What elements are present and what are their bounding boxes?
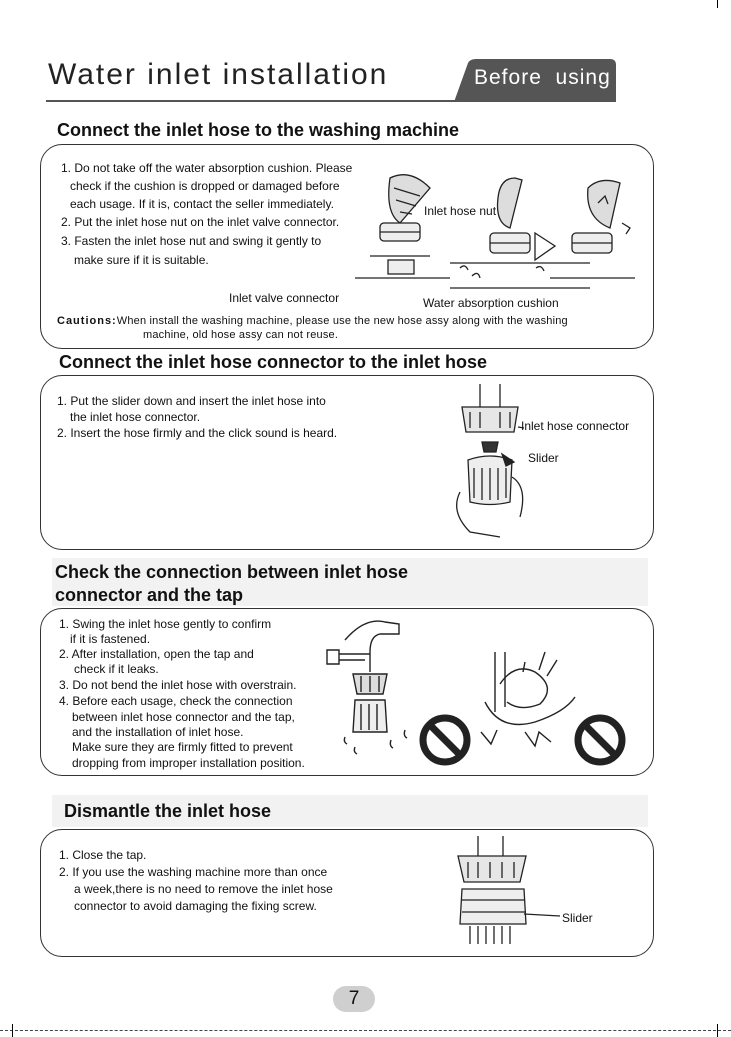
section4-heading: Dismantle the inlet hose [64, 801, 272, 821]
section1-step: check if the cushion is dropped or damaged before [70, 179, 340, 193]
section1-heading: Connect the inlet hose to the washing machine [57, 120, 460, 140]
caution-line1 [57, 315, 568, 327]
section1-step: 3. Fasten the inlet hose nut and swing it gently to [61, 234, 322, 248]
section3-heading-line1: Check the connection between inlet hose [55, 562, 409, 582]
section1-step: each usage. If it is, contact the seller immediately. [70, 197, 334, 211]
section-tab-label: Before using [474, 66, 611, 89]
caution-line2: machine, old hose assy can not reuse. [143, 329, 339, 341]
label-inlet-valve-connector: Inlet valve connector [229, 291, 340, 305]
inlet-hose-installation-illustration [350, 168, 640, 298]
section3-step: 3. Do not bend the inlet hose with overstrain. [59, 678, 297, 692]
label-slider-dismantle: Slider [562, 911, 593, 925]
section1-step: 2. Put the inlet hose nut on the inlet valve connector. [61, 215, 340, 229]
section1-step: make sure if it is suitable. [74, 253, 209, 267]
section2-step: 2. Insert the hose firmly and the click sound is heard. [57, 426, 338, 440]
section2-heading: Connect the inlet hose connector to the inlet hose [59, 352, 488, 372]
tap-connection-illustration [325, 612, 635, 772]
section1-step: 1. Do not take off the water absorption cushion. Please [61, 161, 353, 175]
page-title: Water inlet installation [48, 58, 389, 91]
section4-step: a week,there is no need to remove the inlet hose [74, 882, 333, 896]
crop-mark-bottom-rule [0, 1030, 731, 1031]
section4-step: 2. If you use the washing machine more than once [59, 865, 328, 879]
section4-step: 1. Close the tap. [59, 848, 147, 862]
page-number: 7 [333, 986, 375, 1012]
section3-step: Make sure they are firmly fitted to prevent [72, 740, 293, 754]
crop-mark-bottom-right [717, 1024, 718, 1037]
section3-step: 2. After installation, open the tap and [59, 647, 254, 661]
section3-step: between inlet hose connector and the tap, [72, 710, 295, 724]
section4-step: connector to avoid damaging the fixing screw. [74, 899, 317, 913]
label-water-absorption-cushion: Water absorption cushion [423, 296, 559, 310]
section2-step: the inlet hose connector. [70, 410, 201, 424]
dismantle-hose-illustration [448, 834, 568, 946]
caution-text: When install the washing machine, please use the new hose assy along with the washing [116, 315, 568, 327]
label-inlet-hose-nut: Inlet hose nut [424, 204, 497, 218]
caution-label: Cautions: [57, 315, 117, 327]
section2-step: 1. Put the slider down and insert the inlet hose into [57, 394, 326, 408]
section3-step: and the installation of inlet hose. [72, 725, 244, 739]
section3-step: if it is fastened. [70, 632, 151, 646]
label-slider: Slider [528, 451, 559, 465]
section3-step: check if it leaks. [74, 662, 159, 676]
section3-step: 1. Swing the inlet hose gently to confirm [59, 617, 272, 631]
crop-mark-bottom-left [12, 1024, 13, 1037]
section3-step: dropping from improper installation position. [72, 756, 305, 770]
label-inlet-hose-connector: Inlet hose connector [521, 419, 630, 433]
inlet-hose-connector-illustration [440, 382, 540, 542]
section3-heading-line2: connector and the tap [55, 585, 244, 605]
crop-mark-top [717, 0, 718, 8]
section3-step: 4. Before each usage, check the connection [59, 694, 293, 708]
